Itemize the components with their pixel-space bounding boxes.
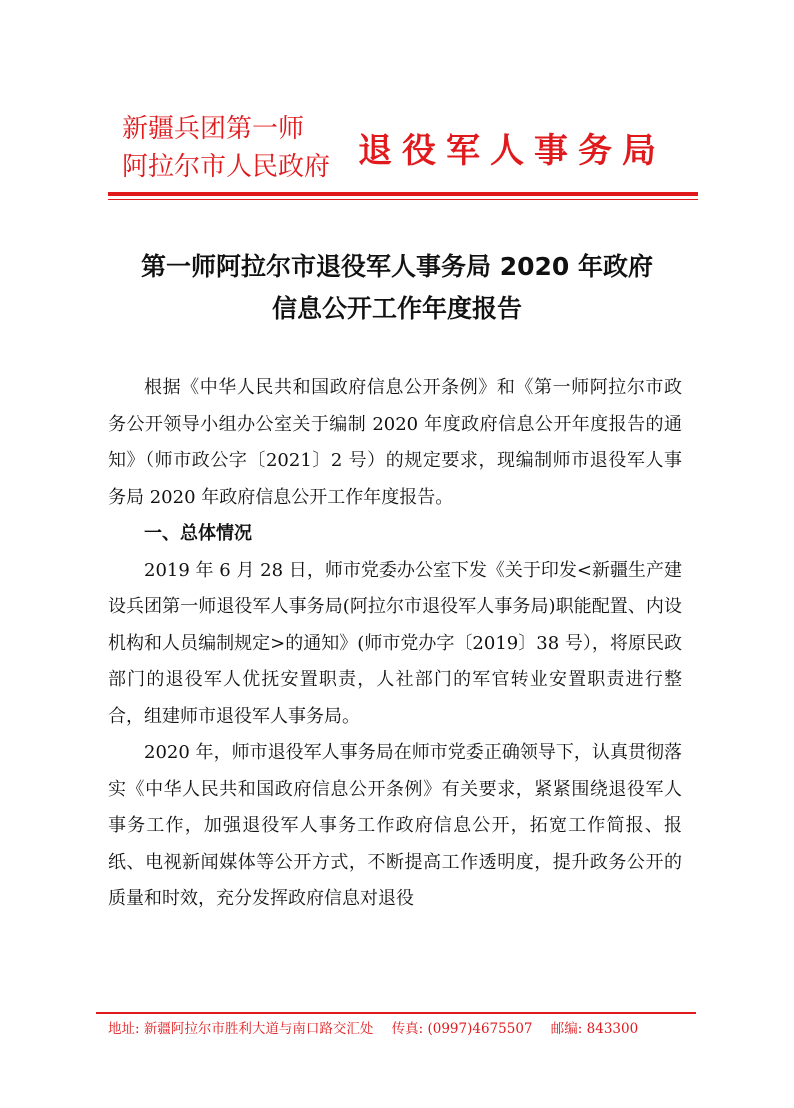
letterhead-org (122, 110, 352, 186)
footer-address: 地址: 新疆阿拉尔市胜利大道与南口路交汇处 (108, 1021, 374, 1037)
footer-fax: 传真: (0997)4675507 (391, 1021, 533, 1037)
letterhead-org-line2: 阿拉尔市人民政府 (122, 152, 331, 182)
document-title (90, 246, 704, 330)
document-title-line2: 信息公开工作年度报告 (271, 294, 522, 323)
letterhead-bureau: 退役军人事务局 (358, 131, 666, 171)
footer-postcode: 邮编: 843300 (550, 1021, 639, 1037)
letterhead-org-line1: 新疆兵团第一师 (122, 114, 305, 144)
document-body (108, 370, 682, 918)
footer-rule (96, 1012, 696, 1014)
letterhead-rule-thick (108, 192, 698, 196)
letterhead-rule-thin (108, 199, 698, 200)
paragraph-intro: 根据《中华人民共和国政府信息公开条例》和《第一师阿拉尔市政务公开领导小组办公室关于编制 2020 年度政府信息公开年度报告的通知》（师市政公字〔2021〕2 号）的规定要求，现编制师市退役军人事务局 2020 年政府信息公开工作年度报告。 (108, 377, 682, 508)
paragraph-2020-work: 2020 年，师市退役军人事务局在师市党委正确领导下，认真贯彻落实《中华人民共和国政府信息公开条例》有关要求，紧紧围绕退役军人事务工作，加强退役军人事务工作政府信息公开，拓宽工作简报、报纸、电视新闻媒体等公开方式，不断提高工作透明度，提升政务公开的质量和时效，充分发挥政府信息对退役 (108, 742, 682, 909)
paragraph-background: 2019 年 6 月 28 日，师市党委办公室下发《关于印发<新疆生产建设兵团第一师退役军人事务局(阿拉尔市退役军人事务局)职能配置、内设机构和人员编制规定>的通知》(师市党办字〔2019〕38 号），将原民政部门的退役军人优抚安置职责，人社部门的军官转业安置职责进行整合，组建师市退役军人事务局。 (108, 559, 682, 727)
section-heading: 一、总体情况 (144, 523, 252, 544)
document-title-line1: 第一师阿拉尔市退役军人事务局 2020 年政府 (141, 252, 653, 281)
footer-contact (108, 1017, 698, 1037)
